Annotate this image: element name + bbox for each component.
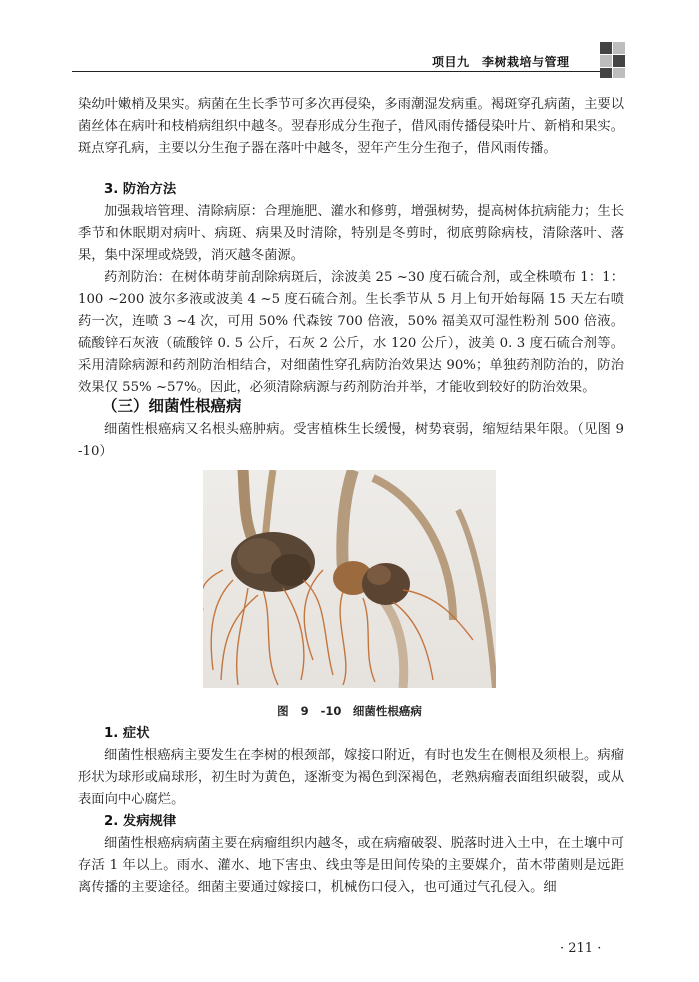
crown-gall-root-photo [203, 470, 496, 688]
root-tumor-illustration [203, 470, 496, 688]
figure-caption: 图 9 -10 细菌性根癌病 [277, 704, 422, 718]
header-block-ornament [600, 42, 626, 78]
paragraph-symptoms: 细菌性根癌病主要发生在李树的根颈部，嫁接口附近，有时也发生在侧根及须根上。病瘤形状为球形或扁球形，初生时为黄色，逐渐变为褐色到深褐色，老熟病瘤表面组织破裂，或从表面向中心腐烂。 [78, 748, 624, 807]
section-heading-crown-gall: （三）细菌性根癌病 [102, 397, 242, 415]
running-header-title: 项目九 李树栽培与管理 [432, 55, 570, 69]
page-number: · 211 · [560, 941, 602, 956]
subheading-control-methods: 3. 防治方法 [104, 182, 177, 197]
paragraph-chemical-control: 药剂防治：在树体萌芽前刮除病斑后，涂波美 25 ~30 度石硫合剂，或全株喷布 1：1：100 ~200 波尔多液或波美 4 ~5 度石硫合剂。生长季节从 5 月上旬开始每隔 15 天左右喷药一次，连喷 3 ~4 次，可用 50% 代森铵 700 倍液，50% 福美双可湿性粉剂 500 倍液。硫酸锌石灰液（硫酸锌 0. 5 公斤，石灰 2 公斤，水 120 公斤），波美 0. 3 度石硫合剂等。采用清除病源和药剂防治相结合，对细菌性穿孔病防治效果达 90%；单独药剂防治的，防治效果仅 55% ~57%。因此，必须清除病源与药剂防治并举，才能收到较好的防治效果。 [78, 270, 624, 395]
paragraph-disease-pattern: 细菌性根癌病病菌主要在病瘤组织内越冬，或在病瘤破裂、脱落时进入土中，在土壤中可存活 1 年以上。雨水、灌水、地下害虫、线虫等是田间传染的主要媒介，苗木带菌则是远距离传播的主要途径。细菌主要通过嫁接口，机械伤口侵入，也可通过气孔侵入。细 [78, 836, 624, 895]
subheading-disease-pattern: 2. 发病规律 [104, 814, 177, 829]
paragraph-crown-gall-intro: 细菌性根癌病又名根头癌肿病。受害植株生长缓慢，树势衰弱，缩短结果年限。（见图 9 -10） [78, 422, 624, 459]
paragraph-cultural-control: 加强栽培管理、清除病原：合理施肥、灌水和修剪，增强树势，提高树体抗病能力；生长季节和休眠期对病叶、病斑、病果及时清除，特别是冬剪时，彻底剪除病枝，清除落叶、落果，集中深埋或烧毁，消灭越冬菌源。 [78, 204, 624, 263]
paragraph-infection-cycle: 染幼叶嫩梢及果实。病菌在生长季节可多次再侵染，多雨潮湿发病重。褐斑穿孔病菌，主要以菌丝体在病叶和枝梢病组织中越冬。翌春形成分生孢子，借风雨传播侵染叶片、新梢和果实。斑点穿孔病，主要以分生孢子器在落叶中越冬，翌年产生分生孢子，借风雨传播。 [78, 97, 624, 156]
subheading-symptoms: 1. 症状 [104, 726, 150, 741]
header-rule [72, 71, 600, 72]
